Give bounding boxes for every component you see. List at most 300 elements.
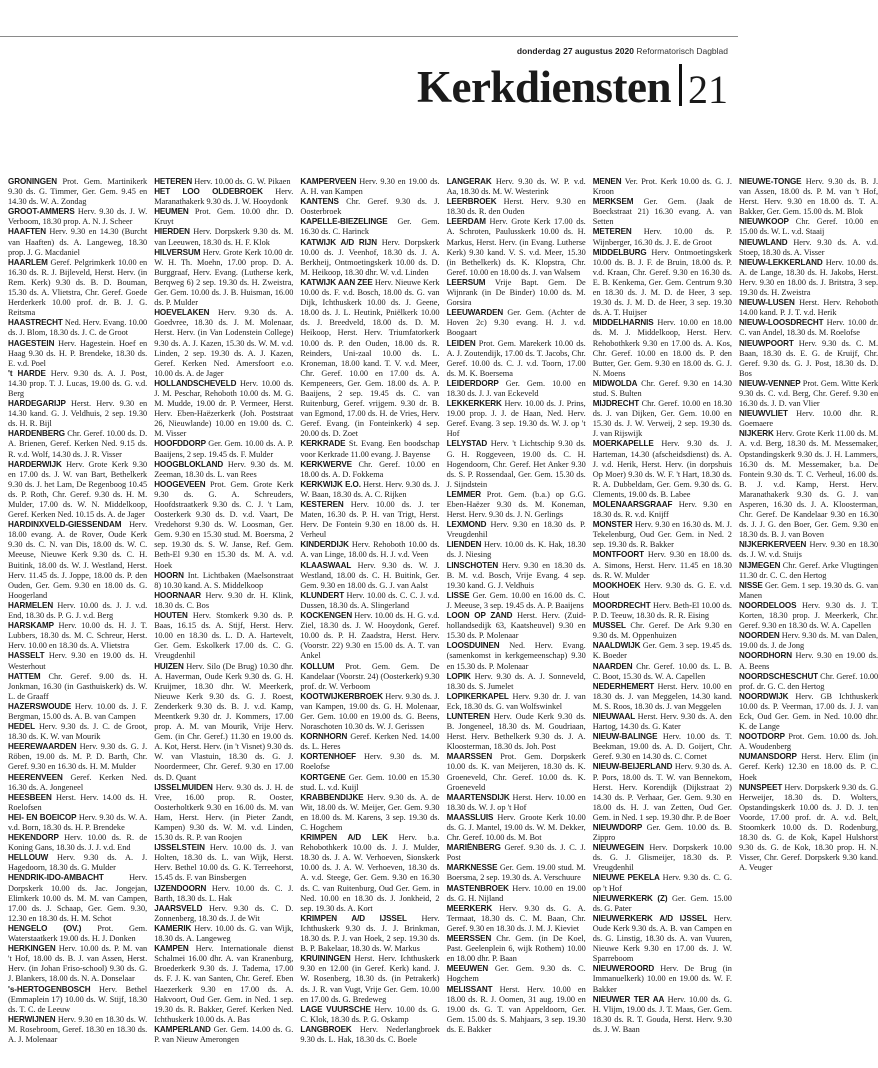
place-name: HASSELT [8,651,45,661]
service-entry [593,762,732,823]
service-details: Herv. 9.30 ds. J. H. de Vree, 16.00 prop. R. Ooster, Oosterholtkerk 9.30 en 16.00 ds. M. van Ham, Herst. Herv. (in Pieter Zandt, Kampen) 9.30 ds. W. M. v.d. Linden, 15.30 ds. R. P. van Roojen [154,782,294,843]
service-entry [739,318,878,338]
place-name: HEDEL [8,722,35,732]
service-entry [593,439,732,500]
service-details: Herv. Silo (De Brug) 10.30 dhr. A. Haverman, Oude Kerk 9.30 ds. G. H. Kruijmer, 18.30 dhr. W. Meerkerk, Nieuwe Kerk 9.30 ds. G. J. Roest, Zenderkerk 9.30 ds. B. J. v.d. Kamp, Meentkerk 9.30 dr. J. Kommers, 17.00 prop. A. M. van Mourik, Vrije Herv. Gem. (in Chr. Geref.) 11.30 en 19.00 ds. A. Kot, Herst. Herv. (in 't Visnet) 9.30 ds. W. van Vlastuin, 18.30 ds. G. J. Noordermeer, Chr. Geref. 9.30 en 17.00 ds. D. Quant [154,661,294,782]
service-details: Herv. 9.30 en 19.00 ds. A. H. van Kampen [300,177,440,197]
place-name: HOUTEN [154,611,188,621]
service-details: Herst. Herv. 9.30 ds. A. den Hartog, 14.30 ds. G. Kater [592,711,732,732]
service-details: Herv. 10.00 ds. G. C. Klok, 18.30 ds. P. G. Oskamp [300,1004,440,1024]
service-details: Herv. 9.30 ds. W. A. v.d. Born, 18.30 ds. H. P. Brendeke [8,812,148,832]
service-entry [154,662,293,783]
place-name: NIEUWE-TONGE [738,177,802,186]
service-details: Herv. 10.00 ds. C. C. J. v.d. Dussen, 18.30 ds. A. Slingerland [300,590,440,610]
service-entry [593,641,732,661]
service-details: Chr. Geref. 10.00 ds. D. A. Brienen, Geref. Kerken Ned. 9.15 ds. R. v.d. Wolf, 14.30 ds. J. R. Visser [8,429,148,459]
service-entry [593,894,732,914]
service-details: Herv. 10.00 ds. T. Beekman, 19.00 ds. A. D. Goijert, Chr. Geref. 9.30 en 14.30 ds. C. Cornet [592,732,732,762]
service-entry [8,985,147,1015]
service-details: Chr. Geref. 10.00 en 18.30 ds. J. van Dijken, Ger. Gem. 10.00 en 15.30 ds. J. W. Verweij, 2 sep. 19.30 ds. J. van Rijswijk [592,399,732,439]
service-details: Herv. 9.30 ds. J. C. de Groot, 18.30 ds. K. W. van Mourik [8,722,148,742]
service-details: Herv. Groote Kerk 10.00 ds. G. J. Mantel, 19.00 ds. W. M. Dekker, Chr. Geref. 10.00 ds. M. Bot [446,812,586,843]
service-entry [154,571,293,591]
service-entry [154,460,293,480]
service-details: Herv. 9.30 ds. B. J. van Assen, 18.00 ds. P. M. van 't Hof, Herst. Herv. 9.30 en 18.00 ds. T. A. Bakker, Ger. Gem. 15.00 ds. M. Blok [738,177,878,217]
service-entry [739,177,878,217]
service-entry [300,278,439,440]
service-entry [8,742,147,772]
service-details: Ger. Gem. 14.00 ds. G. P. van Nieuw Amerongen [154,1024,294,1044]
service-entry [447,591,586,611]
service-details: Ger. Gem. 10.00 ds. A. P. Baaijens, 2 sep. 19.45 ds. F. Mulder [154,439,294,459]
service-entry [739,258,878,298]
service-entry [8,813,147,833]
place-name: HOLLANDSCHEVELD [154,378,237,388]
service-details: Herv. Dorpskerk 10.00 ds. G. J. Glismeijer, 18.30 ds. P. Vreugdenhil [592,843,732,873]
place-name: LOOSDUINEN [446,641,500,651]
service-details: Herst. Herv. 9.30 en 18.30 ds. R. den Ouden [446,197,586,217]
place-name: NIEUWVLIET [738,409,788,419]
service-details: Ger. Gem. (Achter de Hoven 2c) 9.30 evang. H. J. v.d. Boogaart [446,308,586,338]
service-entry [154,248,293,309]
service-entry [154,611,293,661]
place-name: KOOTWIJKERBROEK [300,691,383,701]
service-details: Ned. Herv. Evang. 10.00 ds. J. Blom, 18.30 ds. J. C. de Groot [8,318,148,338]
service-details: Herst. Herv. 9.30 en 14.30 kand. G. J. Veldhuis, 2 sep. 19.30 ds. H. R. Bijl [8,399,148,429]
service-details: Herv. Dorpskerk 10.00 ds. Jac. Jongejan, Elimkerk 10.00 ds. M. M. van Campen, 17.00 ds. J. Schaap, Ger. Gem. 9.30, 12.30 en 18.30 ds. H. M. Schot [8,873,148,923]
service-entry [739,409,878,429]
service-entry [300,561,439,591]
service-details: Herv. 10.00 ds. H. G. v.d. Ziel, 18.30 ds. J. W. Hooydonk, Geref. 10.00 ds. P. H. Zaadstra, Herst. Herv. (Voorstr. 22) 9.30 en 15.00 ds. A. T. van Ankel [300,611,440,661]
service-entry [447,379,586,399]
service-details: Herv. Dorpskerk 10.00 ds. J. Veenhof, 18.30 ds. J. A. Berkheij, Ontmoetingskerk 10.00 ds. D. M. Heikoop, 18.30 dhr. W. v.d. Linden [300,237,440,277]
service-details: Chr. Geref. 10.00 en 18.00 ds. A. D. Fokkema [300,459,440,479]
place-name: NIJKERK [738,429,774,439]
place-name: MOOKHOEK [592,580,641,590]
place-name: HARDINXVELD-GIESSENDAM [8,520,122,530]
service-entry [593,399,732,439]
service-entry [8,722,147,742]
service-entry [8,944,147,984]
service-entry [593,248,732,319]
service-entry [154,439,293,459]
place-name: LISSE [446,590,470,600]
service-entry [447,904,586,934]
place-name: KERKWIJK E.O. [300,479,361,489]
service-entry [154,904,293,924]
service-entry [447,793,586,813]
place-name: MIDWOLDA [592,378,638,388]
service-entry [300,914,439,954]
service-entry [447,884,586,904]
service-details: Herst. Herv. 10.00 en 18.00 ds. R. J. Oomen, 31 aug. 19.00 en 19.00 ds. G. T. van Appeldoorn, Ger. Gem. 15.00 ds. S. Mahjaars, 3 sep. 19.30 ds. E. Bakker [446,984,586,1034]
place-name: MOLENAARSGRAAF [592,500,673,509]
place-name: LANGERAK [446,177,492,186]
service-entry [739,732,878,752]
service-entry [739,379,878,409]
service-details: Herv. Internationale dienst Schalmei 16.00 dhr. A. van Kranenburg, Broederkerk 9.30 ds. J. Tadema, 17.00 ds. F. J. K. van Santen, Chr. Geref. Eben Haezerkerk 9.30 en 17.00 ds. A. Hakvoort, Oud Ger. Gem. in Ned. 1 sep. 19.30 ds. R. Bakker, Geref. Kerken Ned. Ichthuskerk 10.00 ds. A. Bas [154,944,294,1024]
service-entry [154,924,293,944]
service-details: Herv. Grote Kerk 17.00 ds. A. Schroten, Paulusskerk 10.00 ds. H. Markus, Herst. Herv. (in Evang. Lutherse Kerk) 9.30 kand. V. S. v.d. Meer, 15.30 (in Bethelkerk) ds. K. Klopstra, Chr. Geref. 10.00 en 18.00 ds. J. van Walsem [446,217,586,277]
place-name: NIEUW-BEIJERLAND [592,762,673,772]
service-entry [739,672,878,692]
place-name: MEEUWEN [446,964,489,974]
service-details: Ver. Prot. Kerk 10.00 ds. G. J. Kroon [592,177,732,197]
service-entry [593,581,732,601]
place-name: KATWIJK A/D RIJN [300,237,377,247]
service-entry [447,964,586,984]
place-name: MIDDELBURG [592,247,647,257]
issue-date: donderdag 27 augustus 2020 [516,46,634,56]
place-name: KINDERDIJK [300,540,349,550]
service-details: Herv. 9.30 ds. M. van Dalen, 19.00 ds. J. de Jong [738,631,878,651]
place-name: HEKENDORP [8,833,59,843]
service-entry [154,944,293,1025]
service-entry [300,1025,439,1045]
place-name: MARKNESSE [446,863,498,873]
place-name: HARMELEN [8,600,54,610]
service-details: Herv. 9.30 en 18.00 ds. A. Simons, Herst. Herv. 11.45 en 18.30 ds. R. W. Mulder [592,550,732,580]
service-details: Herst. Herv. Rehoboth 14.00 kand. P. J. T. v.d. Herik [738,298,878,318]
place-name: KRIMPEN A/D IJSSEL [300,913,407,923]
service-entry [593,621,732,641]
place-name: MAARSSEN [446,752,493,762]
service-details: Chr. Geref. 9.30 ds. J. Oosterbroek [300,197,440,217]
place-name: NUMANSDORP [738,752,797,762]
place-name: HOORN [154,570,184,580]
place-name: IJSSELMUIDEN [154,782,213,792]
service-details: Herv. 9.30 ds. A. Goedvree, 18.30 ds. J. M. Molenaar, Herst. Herv. (in Van Lodenstein College) 9.30 ds. A. J. Kazen, 15.30 ds. W. M. v.d. Linden, 2 sep. 19.30 ds. A. J. Kazen, Geref. Kerken Ned. Amersfoort e.o. 10.00 ds. A. de Jager [154,308,294,378]
service-entry [739,631,878,651]
service-details: Herv. 10.00 ds. J. J. v.d. End, 18.30 ds. P. G. J. v.d. Berg [8,600,148,621]
place-name: KORTGENE [300,772,346,782]
service-entry [8,873,147,923]
service-entry [739,651,878,671]
service-entry [593,843,732,873]
place-name: HIERDEN [154,227,190,237]
place-name: MIJDRECHT [592,399,640,409]
place-name: MONTFOORT [592,550,645,560]
place-name: LEEUWARDEN [446,308,504,318]
service-entry [593,823,732,843]
service-details: Ger. Gem. 9.30 ds. C. Hogchem [446,964,586,984]
place-name: HAASTRECHT [8,318,63,328]
service-entry [300,692,439,732]
service-details: Herv. 10.00 ds. J. ter Maten, 16.30 ds. P. H. van Trigt, Herst. Herv. De Fontein 9.30 en 18.00 ds. H. Verheul [300,500,440,540]
service-details: Ned. Herv. Evang. (samenkomst in kerkgemeenschap) 9.30 en 15.30 ds. P. Molenaar [446,641,586,671]
service-details: Int. Lichtbaken (Maelsonstraat 8) 10.30 kand. A. S. Middelkoop [154,570,294,590]
place-name: NIEUWKOOP [738,217,789,227]
service-entry [154,591,293,611]
place-name: MUSSEL [592,621,626,631]
service-entry [739,217,878,237]
service-details: Herv. 9.30 ds. A. de Wit, 18.00 ds. W. Meijer, Ger. Gem. 9.30 en 18.00 ds. M. Karens, 3 sep. 19.30 ds. C. Hogchem [300,792,440,832]
place-name: NIEUWDORP [592,823,643,832]
service-details: Herv. 10.00 ds. J. M. Peschar, Rehoboth 10.00 ds. M. G. M. Mudde, 19.00 dr. P. Vermeer, Herst. Herv. Eben-Haëzerkerk (Joh. Poststraat 26, Nieuwlande) 10.00 en 19.00 ds. C. M. Visser [154,378,294,439]
service-entry [154,379,293,440]
service-entry [447,934,586,964]
top-rule [0,36,738,37]
service-details: Prot. Gem. Gem. De Kandelaar (Voorstr. 24) (Oosterkerk) 9.30 prof. dr. W. Verboom [300,661,440,691]
service-details: Geref. Pelgrimkerk 10.00 en 16.30 ds. R. J. Bijleveld, Herst. Herv. (in Rem. Kerk) 9.30 ds. B. D. Bouman, 15.30 ds. A. Vlietstra, Chr. Geref. Goede Herderkerk 10.00 prof. dr. B. J. G. Reitsma [8,257,148,318]
place-name: KRIMPEN A/D LEK [300,833,388,843]
service-entry [8,651,147,671]
service-details: Ger. Gem. 10.00 ds. B. Zippro [592,823,732,843]
service-entry [300,611,439,661]
service-details: Ger. Gem. 1 sep. 19.30 ds. G. van Manen [738,580,878,600]
place-name: MARIËNBERG [446,843,501,853]
service-details: Ger. Gem. 15.00 ds. G. Pater [592,893,732,913]
service-details: Herv. Maranathakerk 9.30 ds. J. W. Hooydonk [154,187,294,207]
service-details: Prot. Gem. 10.00 dhr. D. Kruyt [154,207,294,227]
service-entry [300,833,439,914]
place-name: LEERBROEK [446,197,497,207]
service-details: Herv. 9.30 dr. H. Klink, 18.30 ds. C. Bos [154,590,294,610]
service-entry [739,601,878,631]
service-details: Herv. 9.30 en 16.30 ds. M. J. Tekelenburg, Oud Ger. Gem. in Ned. 2 sep. 19.30 ds. R. Bakker [592,520,732,550]
service-entry [8,833,147,853]
service-entry [593,732,732,762]
service-entry [593,227,732,247]
service-details: Herv. 9.30 ds. W. J. Westland, 18.00 ds. C. H. Buitink, Ger. Gem. 9.30 en 18.00 ds. G. J. van Aalst [300,560,440,590]
place-name: HOORNAAR [154,590,202,600]
place-name: KERKRADE [300,439,346,449]
service-details: Herv. 10.00 en 19.00 ds. G. H. Nijland [446,883,586,903]
service-details: Herv. 10.00 ds. A. de Lange, 18.30 ds. H. Jakobs, Herst. Herv. 9.30 en 18.00 ds. J. Britstra, 3 sep. 19.30 ds. H. Zweistra [738,257,878,298]
service-entry [8,177,147,207]
service-details: Herv. 9.30 dr. J. van Eck, 18.30 ds. G. van Wolfswinkel [446,691,586,711]
place-name: HOOGEVEEN [154,479,206,489]
service-details: Herv. 10.00 ds. J. F. Bergman, 15.00 ds. A. B. van Campen [8,701,148,721]
service-details: Herv. 10.00 ds. H. J. T. Lubbers, 18.30 ds. M. C. Schreur, Herst. Herv. 10.00 en 18.30 ds. A. Vlietstra [8,621,148,651]
place-name: HENGELO (OV.) [8,923,82,933]
service-entry [154,187,293,207]
service-details: Herv. 9.30 ds. J. T. Korten, 18.30 prop. J. Meerkerk, Chr. Geref. 9.30 en 18.30 ds. W. A. Capellen [738,600,878,631]
service-details: Herv. 10.00 ds. J. van Holten, 18.30 ds. L. van Wijk, Herst. Herv. Bethel 10.00 ds. G. K. Terreehorst, 15.45 ds. F. van Binsbergen [154,843,294,883]
service-entry [300,238,439,278]
service-entry [300,773,439,793]
place-name: HOOFDDORP [154,439,206,449]
service-details: Herv. Beth-El 10.00 ds. P. D. Teeuw, 18.30 ds. R. R. Eising [592,600,732,621]
place-name: NOORDSCHESCHUT [738,671,819,681]
service-details: Prot. Gem. Martinikerk 9.30 ds. G. Timmer, Ger. Gem. 9.45 en 14.30 ds. W. A. Zondag [8,177,148,207]
service-entry [739,561,878,581]
place-name: NAARDEN [592,661,633,671]
service-details: Herv. 18.00 evang. A. de Rover, Oude Kerk 9.30 ds. C. N. van Dis, 18.00 ds. W. C. Meeuse, Nieuwe Kerk 9.30 ds. C. H. Buitink, 18.00 ds. W. J. Westland, Herst. Herv. 11.45 ds. J. Joppe, 18.00 ds. P. den Ouden, Ger. Gem. 9.30 en 18.00 ds. G. Hoogerland [8,520,148,600]
place-name: LINSCHOTEN [446,560,499,570]
service-entry [300,177,439,197]
place-name: NOORDELOOS [738,600,797,610]
service-details: Herv. 9.30 ds. M. Zeeman, 18.30 ds. L. van Rees [154,459,294,479]
service-details: Ger. Gem. 10.00 en 18.30 ds. J. J. van Eckeveld [446,378,586,398]
service-entry [593,379,732,399]
service-details: Ger. Gem. 10.00 en 16.00 ds. C. J. Meeuse, 3 sep. 19.45 ds. A. P. Baaijens [446,590,586,610]
service-details: Herv. GB Ichthuskerk 10.00 ds. P. Veerman, 17.00 ds. J. J. van Eck, Oud Ger. Gem. in Ned. 10.00 dhr. K. de Lange [738,691,878,732]
place-name: METEREN [592,227,632,237]
service-details: Herv. Hagestein. Hoef en Haag 9.30 ds. H. P. Brendeke, 18.30 ds. E. v.d. Poel [8,338,148,368]
service-details: Herv. 10.00 ds. P. Wijnberger, 16.30 ds. J. E. de Groot [592,227,732,247]
service-entry [447,520,586,540]
service-entry [300,752,439,772]
place-name: LANGBROEK [300,1024,352,1034]
service-details: Herv. Dorpskerk 9.30 ds. G. Herweijer, 18.30 ds. D. Wolters, Opstandingskerk 10.00 ds. J. D. J. ten Voorde, 17.00 prof. dr. A. v.d. Belt, Stoomkerk 10.00 ds. D. Rodenburg, 18.30 ds. G. de Kok, Kapel Hulshorst 9.30 ds. G. de Kok, 18.30 prop. H. N. Visser, Chr. Geref. Dorpskerk 9.30 kand. A. Veuger [738,782,878,873]
place-name: NIEUW-VENNEP [738,378,801,388]
service-details: Herv. Grote Kerk 11.00 ds. M. A. v.d. Berg, 18.30 ds. M. Messemaker, Opstandingskerk 9.30 ds. J. H. Lammers, 16.30 ds. M. Messemaker, b.a. De Fontein 9.30 ds. T. C. Verheul, 16.00 ds. B. J. v.d. Kamp, Herst. Herv. Maranathakerk 9.30 ds. G. J. van Asperen, 16.30 ds. J. A. Kloosterman, Chr. Geref. De Kandelaar 9.30 en 16.30 ds. J. J. G. den Boer, Ger. Gem. 9.30 en 18.30 ds. B. J. van Boven [738,429,878,540]
service-details: Prot. Gem. Dorpskerk 10.00 ds. K. van Meijeren, 18.30 ds. K. Groeneveld, Chr. Geref. 10.00 ds. K. Groeneveld [446,752,586,792]
place-name: NOORDWIJK [738,691,789,701]
service-entry [447,611,586,641]
service-details: Herv. 10.00 dr. C. van Andel, 18.30 ds. M. Roelofse [738,318,878,338]
place-name: NEDERHEMERT [592,681,655,691]
place-name: HATTEM [8,671,41,681]
place-name: MENEN [592,177,622,186]
service-details: Herv. 't Lichtschip 9.30 ds. G. H. Roggeveen, 19.00 ds. C. H. Hogendoorn, Chr. Geref. Het Anker 9.30 ds. S. P. Rossendaal, Ger. Gem. 15.30 ds. J. Sijndstein [446,439,586,489]
service-entry [447,561,586,591]
place-name: GRONINGEN [8,177,58,186]
service-details: Herv. Grote Kerk 10.00 dr. W. H. Th. Moehn, 17.00 prop. D. A. Burggraaf, Herv. Evang. (Lutherse kerk, Berqweg 6) 2 sep. 19.30 ds. H. Zweistra, Ger. Gem. 10.00 ds. J. B. Huisman, 16.00 ds. P. Mulder [154,247,294,308]
service-entry [8,1015,147,1045]
service-entry [447,197,586,217]
service-details: Herv. Bethel (Emmaplein 17) 10.00 ds. W. Stijf, 18.30 ds. T. C. de Leeuw [8,984,148,1014]
place-name: HENDRIK-IDO-AMBACHT [8,873,104,883]
place-name: NIJMEGEN [738,560,781,570]
service-details: Herv. 9.30 en 19.00 ds. A. Beens [738,651,878,671]
place-name: GROOT-AMMERS [8,207,75,217]
service-details: Chr. Geref. 9.00 ds. H. Jonkman, 16.30 (in Gasthuiskerk) ds. W. L. de Graaff [8,671,148,701]
service-entry [154,207,293,227]
service-details: Vrije Bapt. Gem. De Wijnrank (in De Binder) 10.00 ds. M. Gorsira [446,277,586,308]
service-entry [8,924,147,944]
service-details: Herst. Herv. Elim (in Geref. Kerk) 12.30 en 18.00 ds. P. C. Hoek [738,752,878,782]
service-details: Herv. 9.30 ds. J. van Kampen, 19.00 ds. G. H. Molenaar, Ger. Gem. 10.00 en 19.00 ds. G. Beens, Noraschoten 10.30 ds. W. J. Gerissen [300,691,440,732]
service-entry [447,490,586,520]
place-name: MOORDRECHT [592,600,651,610]
service-details: Herv. 9.30 ds. G. J. Röben, 19.00 ds. M. P. D. Barth, Chr. Geref. 9.30 en 16.30 ds. H. M. Mulder [8,742,148,772]
service-details: Prot. Gem. Grote Kerk 9.30 ds. G. A. Schreuders, Hoofdstraatkerk 9.30 ds. C. J. 't Lam, Oosterkerk 9.30 ds. D. v.d. Vaart, De Vredehorst 9.30 ds. W. Loosman, Ger. Gem. 9.30 en 15.30 stud. M. Boersma, 2 sep. 19.30 ds. S. W. Janse, Ref. Gem. Beth-El 9.30 en 15.30 ds. M. A. v.d. Hoek [154,479,294,570]
service-entry [8,621,147,651]
service-details: Herv. b.a. Rehobothkerk 10.00 ds. J. J. Mulder, 18.30 ds. J. A. W. Verhoeven, Sionskerk 10.00 ds. J. A. W. Verhoeven, 18.30 ds. A. v.d. Steege, Ger. Gem. 9.30 en 16.30 ds. C. van Ruitenburg, Oud Ger. Gem. in Ned. 10.00 en 18.30 ds. J. Jonkheid, 2 sep. 19.30 ds. A. Kort [300,833,440,913]
place-name: HOOGBLOKLAND [154,459,224,469]
service-entry [300,662,439,692]
service-entry [447,641,586,671]
place-name: KAMPERLAND [154,1024,211,1034]
place-name: HARDENBERG [8,429,66,439]
service-entry [593,995,732,1035]
place-name: HARDERWIJK [8,459,62,469]
place-name: NIEUW-BALINGE [592,732,658,742]
service-entry [8,318,147,338]
service-entry [8,339,147,369]
place-name: KERKWERVE [300,459,352,469]
service-details: Herv. 10.00 ds. R. de Koning Gans, 18.30 ds. J. J. v.d. End [8,833,148,853]
service-details: Herv. Ichthuskerk 9.30 ds. J. J. Brinkman, 18.30 ds. P. J. van Hoek, 2 sep. 19.30 ds. B. P. Bakelaar, 18.30 ds. W. Markus [300,913,440,954]
service-entry [739,692,878,732]
service-details: Herv. 9.30 ds. G. E. v.d. Hout [592,580,732,600]
place-name: KRABBENDIJKE [300,792,364,802]
place-name: HEEREWAARDEN [8,742,77,752]
place-name: KAPELLE-BIEZELINGE [300,217,388,227]
place-name: NIEUWEROORD [592,964,655,974]
service-details: Chr. Geref. 10.00 en 15.00 ds. W. L. v.d. Staaij [738,217,878,237]
page-meta [517,46,728,56]
place-name: LOPIKERKAPEL [446,691,509,701]
service-entry [593,712,732,732]
service-entry [300,1005,439,1025]
service-entry [154,843,293,883]
place-name: LEERDAM [446,217,486,227]
service-entry [8,601,147,621]
service-entry [8,853,147,873]
place-name: NISSE [738,580,763,590]
service-details: Geref. 9.30 ds. J. C. J. Post [446,843,586,863]
place-name: NIEUWERKERK (Z) [592,893,668,903]
service-details: Herv. Stomkerk 9.30 ds. P. Baas, 16.15 ds. A. Stijf, Herst. Herv. 10.00 en 18.30 ds. L. D. A. Hartevelt, Ger. Gem. Eskolkerk 17.00 ds. C. G. Vreugdenhil [154,611,294,661]
service-details: Prot. Gem. Waterstaatkerk 19.00 ds. H. J. Donken [8,923,148,944]
service-entry [447,217,586,278]
place-name: MEERSSEN [446,934,492,944]
service-details: Chr. Geref. 10.00 ds. L. B. C. Boot, 15.30 ds. W. A. Capellen [592,661,732,681]
service-details: Herv. 9.30 en 18.30 ds. B. M. v.d. Bosch, Vrije Evang. 4 sep. 19.30 kand. G. J. Veldhuis [446,560,586,590]
place-name: MASTENBROEK [446,883,509,893]
place-name: MELISSANT [446,984,493,994]
service-entry [300,732,439,752]
service-details: Herv. 9.30 ds. G. A. Termaat, 18.30 ds. C. M. Baan, Chr. Geref. 9.30 en 18.30 ds. J. M. J. Kieviet [446,903,586,933]
service-entry [447,399,586,439]
place-name: KORTENHOEF [300,752,357,762]
service-details: Herv. Rehoboth 10.00 ds. A. van Linge, 18.00 ds. H. J. v.d. Veen [300,540,440,560]
service-details: Herv. 10.00 ds. J. Prins, 19.00 prop. J. J. de Haan, Ned. Herv. Geref. Evang. 3 sep. 19.30 ds. W. J. op 't Hof [446,399,586,439]
service-entry [300,197,439,217]
place-name: LIENDEN [446,540,482,550]
church-service-listing [8,177,878,1049]
service-details: Herv. 9.30 ds. M. Roelofse [300,752,440,772]
service-entry [8,258,147,319]
place-name: NIEUWERKERK A/D IJSSEL [592,913,708,923]
service-entry [300,500,439,540]
place-name: NOOTDORP [738,732,785,742]
service-details: Herv. 9.30 en 18.30 ds. R. v.d. Knijff [592,500,732,520]
service-details: Chr. Geref. Arke Vlugtingen 11.30 dr. C. C. den Hertog [738,560,878,580]
service-entry [154,308,293,379]
place-name: HAAFTEN [8,227,46,237]
place-name: HETEREN [154,177,193,186]
place-name: HAGESTEIN [8,338,55,348]
title-separator [679,64,682,106]
place-name: NIEUW-LOOSDRECHT [738,318,824,328]
service-entry [447,813,586,843]
service-details: Prot. Gem. Marekerk 10.00 ds. A. J. Zoutendijk, 17.00 ds. T. Jacobs, Chr. Geref. 10.00 ds. C. J. v.d. Toorn, 17.00 ds. M. K. Boersema [446,338,586,378]
service-details: Herv. 9.30 ds. A. J. Post, 14.30 prop. T. J. Lucas, 19.00 ds. G. v.d. Berg [8,368,148,398]
service-entry [593,682,732,712]
service-details: Herv. 9.30 en 14.30 (Burcht van Haaften) ds. A. Langeweg, 18.30 prop. J. G. Macdaniel [8,227,148,257]
service-entry [154,884,293,904]
place-name: 's-HERTOGENBOSCH [8,984,91,994]
place-name: MAASSLUIS [446,812,494,822]
page-number: 21 [688,67,728,112]
service-entry [447,339,586,379]
service-entry [593,601,732,621]
service-details: Ger. Gem. (Jaak de Boeckstraat 21) 16.30 evang. A. van Setten [592,197,732,227]
service-details: Herv. 9.30 ds. A. v.d. Stoep, 18.30 ds. A. Visser [738,237,878,257]
service-details: Herv. 10.00 ds. G. van Wijk, 18.30 ds. A. Langeweg [154,923,294,944]
service-details: Herv. Ontmoetingskerk 10.00 ds. B. J. F. de Bruin, 18.00 ds. P. v.d. Kraan, Chr. Geref. 9.30 en 16.30 ds. E. B. Kenkema, Ger. Gem. Centrum 9.30 en 18.30 ds. J. M. D. de Heer, 3 sep. 19.30 ds. J. M. D. de Heer, 3 sep. 19.30 ds. A. T. Huijser [592,247,732,318]
place-name: KESTEREN [300,500,344,509]
service-details: Chr. Geref. 9.30 en 14.30 stud. S. Bulten [592,378,732,398]
service-entry [8,460,147,521]
service-details: Herv. Oude Kerk 9.30 ds. A. B. van Campen en ds. G. Linstig, 18.30 ds. A. van Vuuren, Nieuwe Kerk 9.30 en 17.00 ds. J. W. Sparreboom [592,913,732,964]
place-name: NIJKERKERVEEN [738,540,807,550]
service-details: Herv. De Brug (in Immanuelkerk) 10.00 en 19.00 ds. W. F. Bakker [592,964,732,994]
